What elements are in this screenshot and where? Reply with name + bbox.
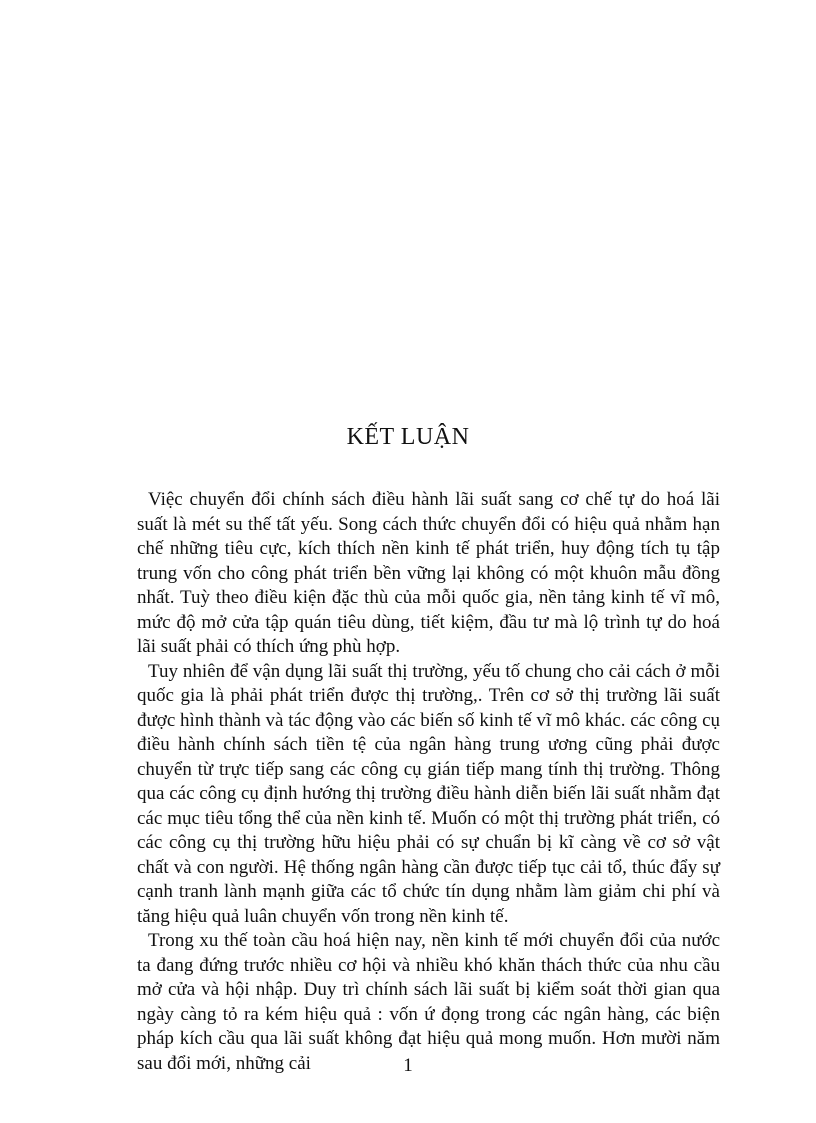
paragraph: Trong xu thế toàn cầu hoá hiện nay, nền kinh tế mới chuyển đổi của nước ta đang đứng trước nhiều cơ hội và nhiều khó khăn thách thức của nhu cầu mở cửa và hội nhập. Duy trì chính sách lãi suất bị kiểm soát thời gian qua ngày càng tỏ ra kém hiệu quả : vốn ứ đọng trong các ngân hàng, các biện pháp kích cầu qua lãi suất không đạt hiệu quả mong muốn. Hơn mười năm sau đổi mới, những cải [137,930,720,1074]
body-text [137,488,720,1076]
page-title: KẾT LUẬN [346,424,470,450]
page-number: 1 [403,1055,413,1076]
paragraph: Tuy nhiên để vận dụng lãi suất thị trường, yếu tố chung cho cải cách ở mỗi quốc gia là phải phát triển được thị trường,. Trên cơ sở thị trường lãi suất được hình thành và tác động vào các biến số kinh tế vĩ mô khác. các công cụ điều hành chính sách tiền tệ của ngân hàng trung ương cũng phải được chuyển từ trực tiếp sang các công cụ gián tiếp mang tính thị trường. Thông qua các công cụ định hướng thị trường điều hành diễn biến lãi suất nhằm đạt các mục tiêu tổng thể của nền kinh tế. Muốn có một thị trường phát triển, có các công cụ thị trường hữu hiệu phải có sự chuẩn bị kĩ càng về cơ sở vật chất và con người. Hệ thống ngân hàng cần được tiếp tục cải tổ, thúc đẩy sự cạnh tranh lành mạnh giữa các tổ chức tín dụng nhằm làm giảm chi phí và tăng hiệu quả luân chuyển vốn trong nền kinh tế. [137,660,720,927]
paragraph: Việc chuyển đổi chính sách điều hành lãi suất sang cơ chế tự do hoá lãi suất là mét su thế tất yếu. Song cách thức chuyển đổi có hiệu quả nhằm hạn chế những tiêu cực, kích thích nền kinh tế phát triển, huy động tích tụ tập trung vốn cho công phát triển bền vững lại không có một khuôn mẫu đồng nhất. Tuỳ theo điều kiện đặc thù của mỗi quốc gia, nền tảng kinh tế vĩ mô, mức độ mở cửa tập quán tiêu dùng, tiết kiệm, đầu tư mà lộ trình tự do hoá lãi suất phải có thích ứng phù hợp. [137,489,720,657]
